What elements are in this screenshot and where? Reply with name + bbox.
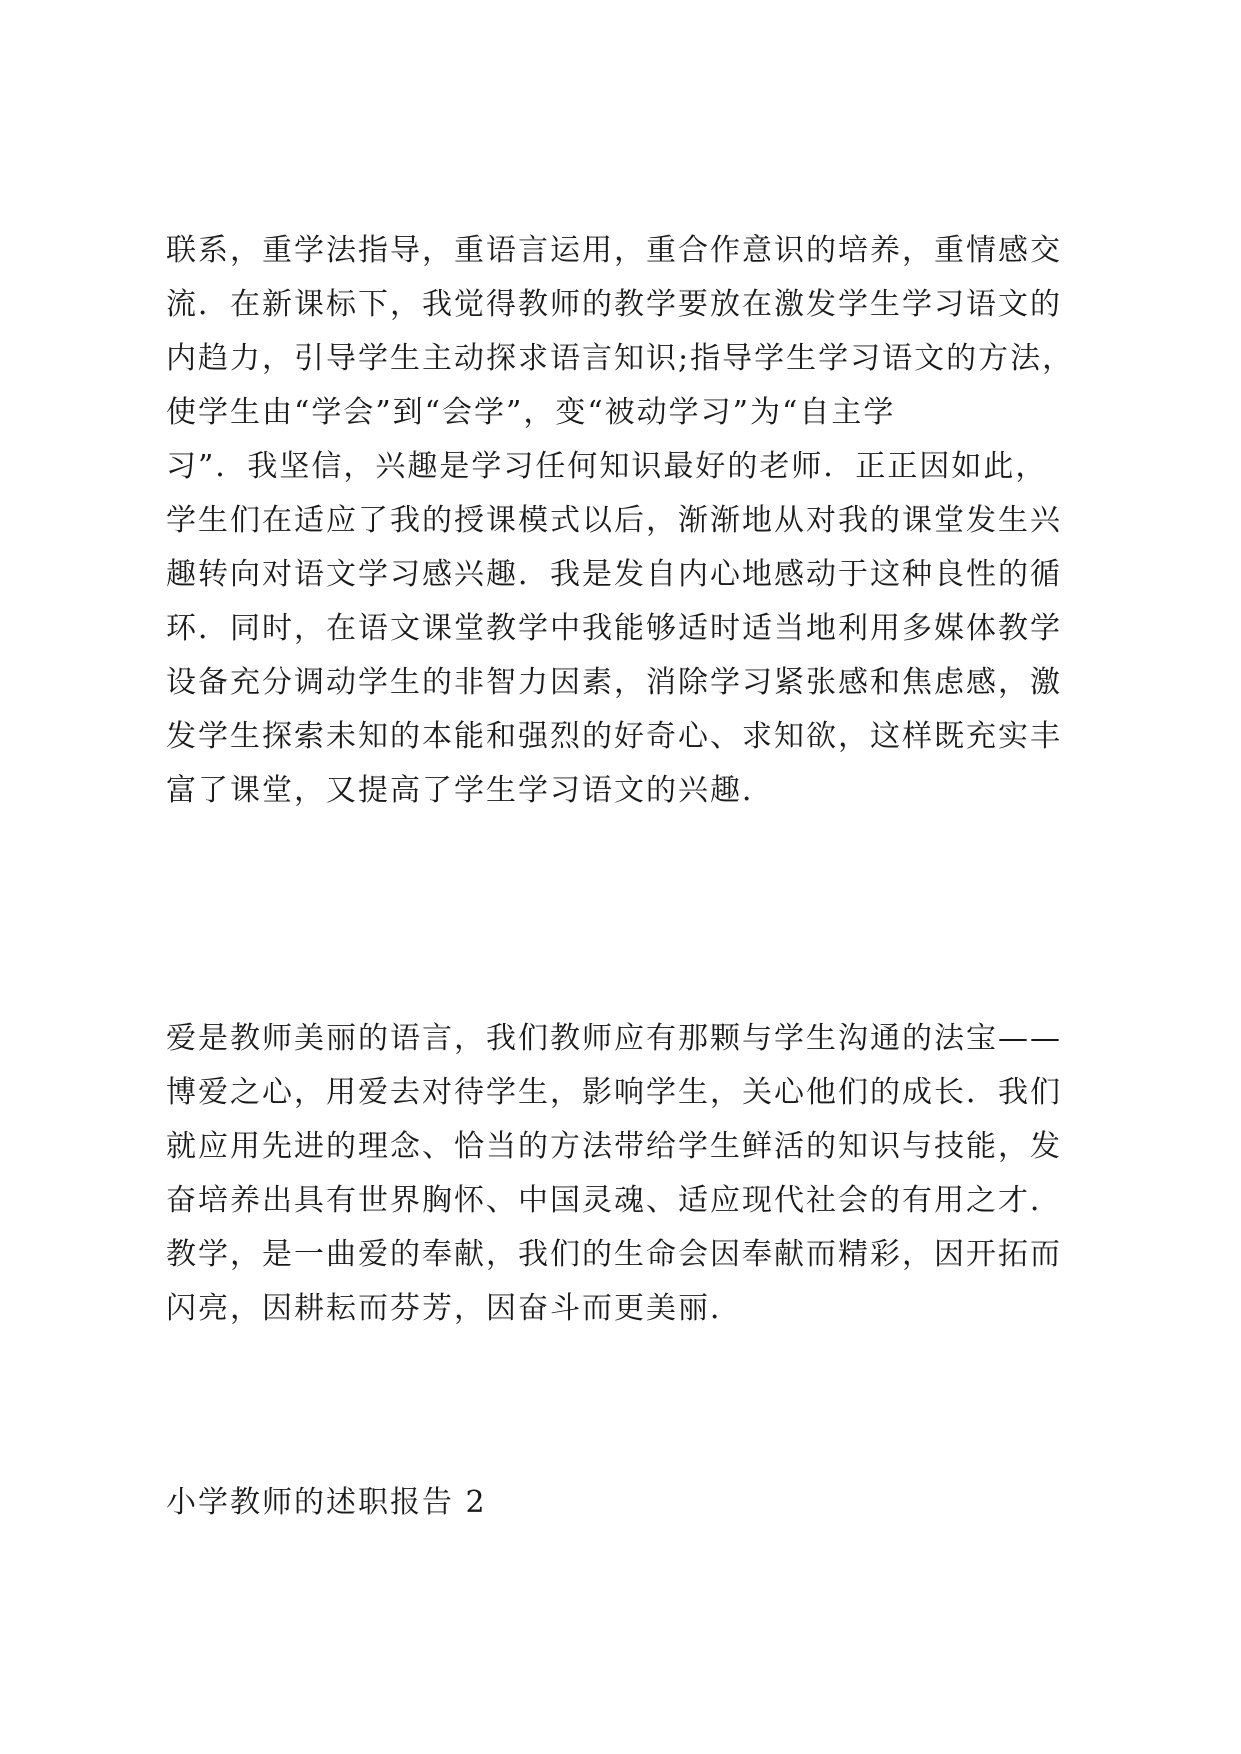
- paragraph-2: [166, 1012, 1096, 1336]
- paragraph-line: 联系，重学法指导，重语言运用，重合作意识的培养，重情感交: [166, 233, 1062, 268]
- section-heading-text: 小学教师的述职报告 2: [166, 1485, 487, 1520]
- paragraph-line: 内趋力，引导学生主动探求语言知识;指导学生学习语文的方法，: [166, 341, 1075, 376]
- paragraph-line: 奋培养出具有世界胸怀、中国灵魂、适应现代社会的有用之才．: [166, 1183, 1062, 1218]
- paragraph-line: 习”．我坚信，兴趣是学习任何知识最好的老师．正正因如此，: [166, 449, 1048, 484]
- paragraph-line: 使学生由“学会”到“会学”，变“被动学习”为“自主学: [166, 395, 896, 430]
- paragraph-line: 爱是教师美丽的语言，我们教师应有那颗与学生沟通的法宝——: [166, 1021, 1062, 1056]
- paragraph-line: 教学，是一曲爱的奉献，我们的生命会因奉献而精彩，因开拓而: [166, 1237, 1062, 1272]
- paragraph-line: 设备充分调动学生的非智力因素，消除学习紧张感和焦虑感，激: [166, 665, 1062, 700]
- paragraph-line: 学生们在适应了我的授课模式以后，渐渐地从对我的课堂发生兴: [166, 503, 1062, 538]
- paragraph-line: 富了课堂，又提高了学生学习语文的兴趣．: [166, 773, 774, 808]
- paragraph-line: 发学生探索未知的本能和强烈的好奇心、求知欲，这样既充实丰: [166, 719, 1062, 754]
- section-heading: [166, 1476, 1096, 1530]
- paragraph-line: 流．在新课标下，我觉得教师的教学要放在激发学生学习语文的: [166, 287, 1062, 322]
- paragraph-1: [166, 224, 1096, 818]
- paragraph-line: 趣转向对语文学习感兴趣．我是发自内心地感动于这种良性的循: [166, 557, 1062, 592]
- paragraph-line: 博爱之心，用爱去对待学生，影响学生，关心他们的成长．我们: [166, 1075, 1062, 1110]
- paragraph-line: 环．同时，在语文课堂教学中我能够适时适当地利用多媒体教学: [166, 611, 1062, 646]
- paragraph-line: 闪亮，因耕耘而芬芳，因奋斗而更美丽．: [166, 1291, 742, 1326]
- paragraph-line: 就应用先进的理念、恰当的方法带给学生鲜活的知识与技能，发: [166, 1129, 1062, 1164]
